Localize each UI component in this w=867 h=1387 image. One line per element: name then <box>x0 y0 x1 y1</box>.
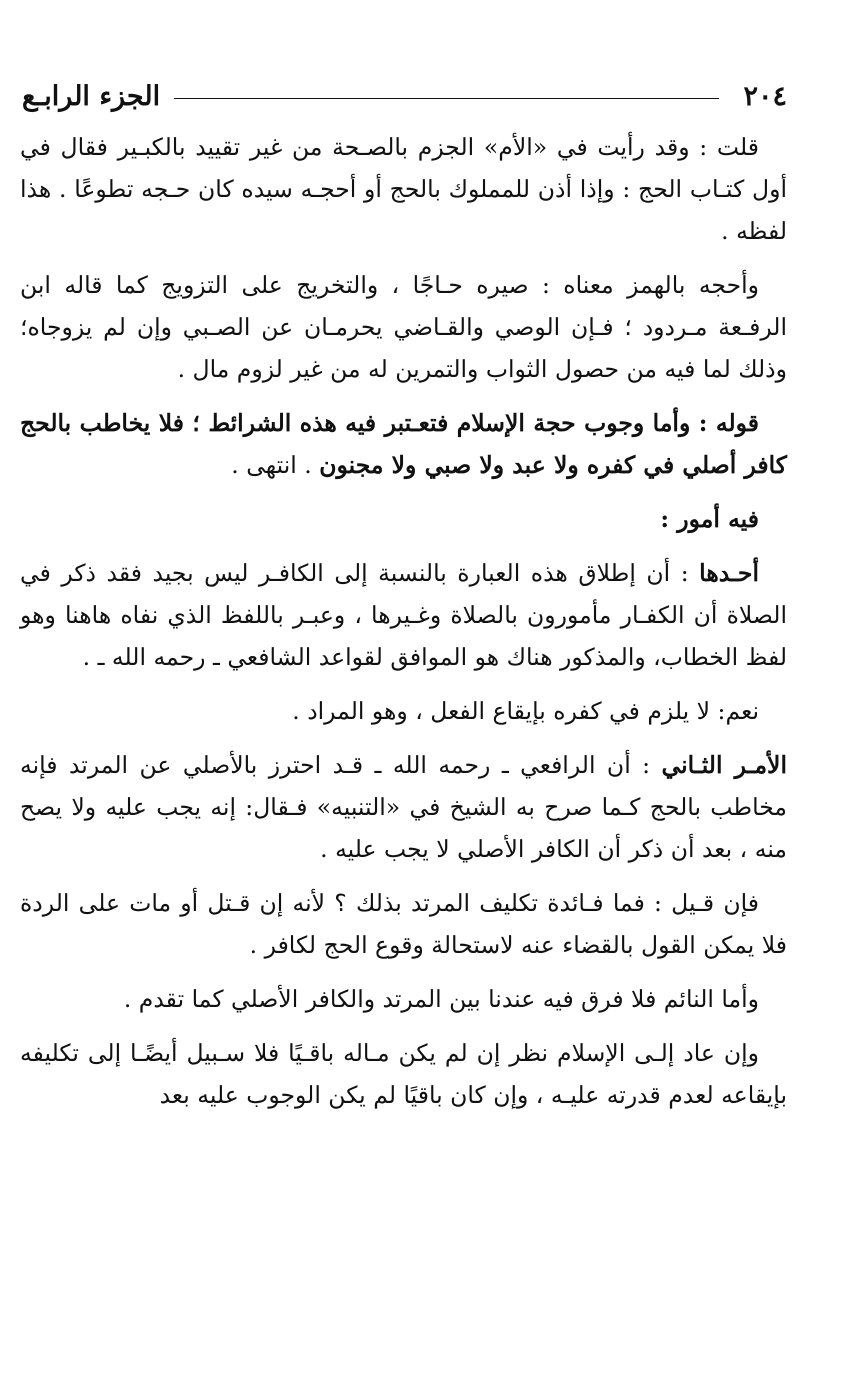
page-body <box>20 126 787 1128</box>
paragraph-second-point <box>20 744 787 870</box>
paragraph-text: قلت : وقد رأيت في «الأم» الجزم بالصـحة من غير تقييد بالكبـير فقال في أول كتـاب الحج : وإذا أذن للمملوك بالحج أو أحجـه سيده كان حـجه تطوعًا . هذا لفظه . <box>20 133 787 245</box>
running-title: الجزء الرابـع <box>22 80 161 112</box>
paragraph-text: وأحجه بالهمز معناه : صيره حـاجًا ، والتخريج على التزويج كما قاله ابن الرفـعة مـردود ؛ فـإن الوصي والقـاضي يحرمـان عن الصـبي وإن لم يزوجاه؛ وذلك لما فيه من حصول الثواب والتمرين له من غير لزوم مال . <box>20 271 787 383</box>
paragraph-2 <box>20 264 787 390</box>
page-header <box>22 76 787 116</box>
paragraph-text: نعم: لا يلزم في كفره بإيقاع الفعل ، وهو المراد . <box>292 697 759 725</box>
paragraph-text: وإن عاد إلـى الإسلام نظر إن لم يكن مـاله باقـيًا فلا سـبيل أيضًـا إلى تكليفه بإيقاعه لعدم قدرته عليـه ، وإن كان باقيًا لم يكن الوجوب عليه بعد <box>20 1039 787 1109</box>
section-heading <box>20 498 787 540</box>
paragraph-text: : أن الرافعي ـ رحمه الله ـ قـد احترز بالأصلي عن المرتد فإنه مخاطب بالحج كـما صرح به الشيخ في «التنبيه» فـقال: إنه يجب عليه ولا يصح منه ، بعد أن ذكر أن الكافر الأصلي لا يجب عليه . <box>20 751 787 863</box>
paragraph-text: وأما النائم فلا فرق فيه عندنا بين المرتد والكافر الأصلي كما تقدم . <box>123 985 759 1013</box>
paragraph-10 <box>20 1032 787 1116</box>
paragraph-9 <box>20 978 787 1020</box>
section-heading-text: فيه أمور : <box>660 505 759 533</box>
paragraph-first-point <box>20 552 787 678</box>
quoted-tail: . انتهى . <box>231 451 320 479</box>
quoted-passage <box>20 402 787 486</box>
quoted-text: قوله : وأما وجوب حجة الإسلام فتعـتبر فيه هذه الشرائط ؛ فلا يخاطب بالحج كافر أصلي في كفره ولا عبد ولا صبي ولا مجنون <box>20 409 787 479</box>
paragraph-text: : أن إطلاق هذه العبارة بالنسبة إلى الكافـر ليس بجيد فقد ذكر في الصلاة أن الكفـار مأمورون بالصلاة وغـيرها ، وعبـر باللفظ الذي نفاه هاهنا وهو لفظ الخطاب، والمذكور هناك هو الموافق لقواعد الشافعي ـ رحمه الله ـ . <box>20 559 787 671</box>
point-label: الأمـر الثـاني <box>661 751 787 779</box>
page-number: ٢٠٤ <box>743 80 787 112</box>
paragraph-6 <box>20 690 787 732</box>
paragraph-8 <box>20 882 787 966</box>
paragraph-1 <box>20 126 787 252</box>
header-rule <box>174 98 719 99</box>
point-label: أحـدها <box>699 559 759 587</box>
paragraph-text: فإن قـيل : فما فـائدة تكليف المرتد بذلك ؟ لأنه إن قـتل أو مات على الردة فلا يمكن القول بالقضاء عنه لاستحالة وقوع الحج لكافر . <box>20 889 787 959</box>
